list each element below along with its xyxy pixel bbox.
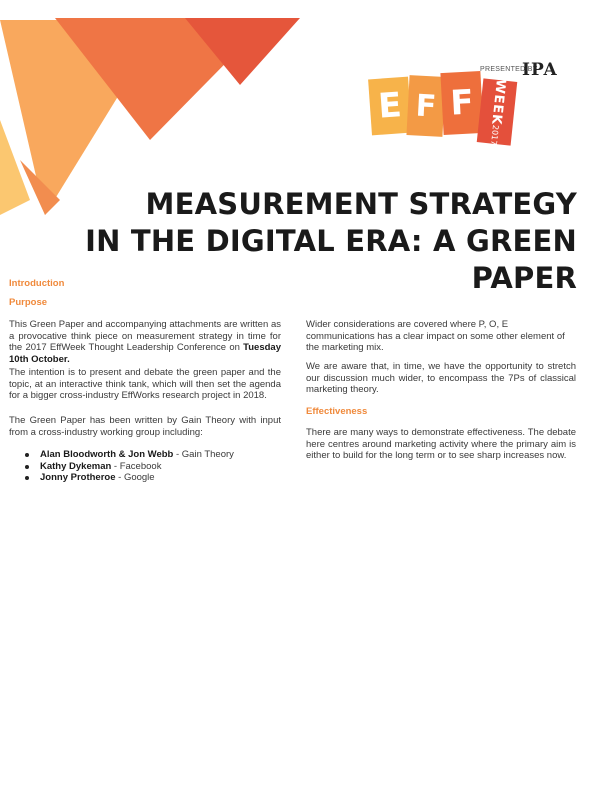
ipa-logo: IPA <box>522 60 558 80</box>
logo-tile-e: E <box>368 77 412 136</box>
presented-by-label: PRESENTED BY <box>480 66 538 73</box>
conference-date: Tuesday 10th October. <box>9 342 281 365</box>
effectiveness-paragraph: There are many ways to demonstrate effectiveness. The debate here centres around marketing activity where the primary aim is either to build for the long term or to see sharp increases now. <box>306 427 576 461</box>
page-title-line-2: IN THE DIGITAL ERA: A GREEN PAPER <box>85 224 577 295</box>
logo-tile-f2: F <box>440 71 483 135</box>
purpose-heading: Purpose <box>9 297 48 308</box>
effectiveness-heading: Effectiveness <box>306 406 368 417</box>
scope-paragraph-2: We are aware that, in time, we have the opportunity to stretch our discussion much wider, to encompass the 7Ps of classical marketing theory. <box>306 361 576 395</box>
introduction-heading: Introduction <box>9 278 65 289</box>
contributors-list <box>22 449 234 484</box>
purpose-paragraph-1: This Green Paper and accompanying attachments are written as a provocative think piece on measurement strategy in time for the 2017 EffWeek Thought Leadership Conference on Tuesday 10th October. <box>9 319 281 365</box>
page-title <box>0 186 577 297</box>
list-item: Kathy Dykeman - Facebook <box>22 461 234 473</box>
logo-tile-f1: F <box>406 75 445 137</box>
scope-paragraph-1: Wider considerations are covered where P, O, E communications has a clear impact on some other element of the marketing mix. <box>306 319 565 353</box>
purpose-paragraph-2: The intention is to present and debate the green paper and the topic, at an interactive think tank, which will then set the agenda for a bigger cross-industry EffWorks research project in 2018. <box>9 367 281 401</box>
page-title-line-1: MEASUREMENT STRATEGY <box>145 187 577 221</box>
logo-week-word: WEEK <box>488 78 508 126</box>
effweek-logo <box>362 58 562 153</box>
purpose-paragraph-3: The Green Paper has been written by Gain Theory with input from a cross-industry working group including: <box>9 415 281 438</box>
logo-year: 2017 <box>489 124 501 146</box>
list-item: Jonny Protheroe - Google <box>22 472 234 484</box>
list-item: Alan Bloodworth & Jon Webb - Gain Theory <box>22 449 234 461</box>
logo-tile-week <box>477 78 518 145</box>
